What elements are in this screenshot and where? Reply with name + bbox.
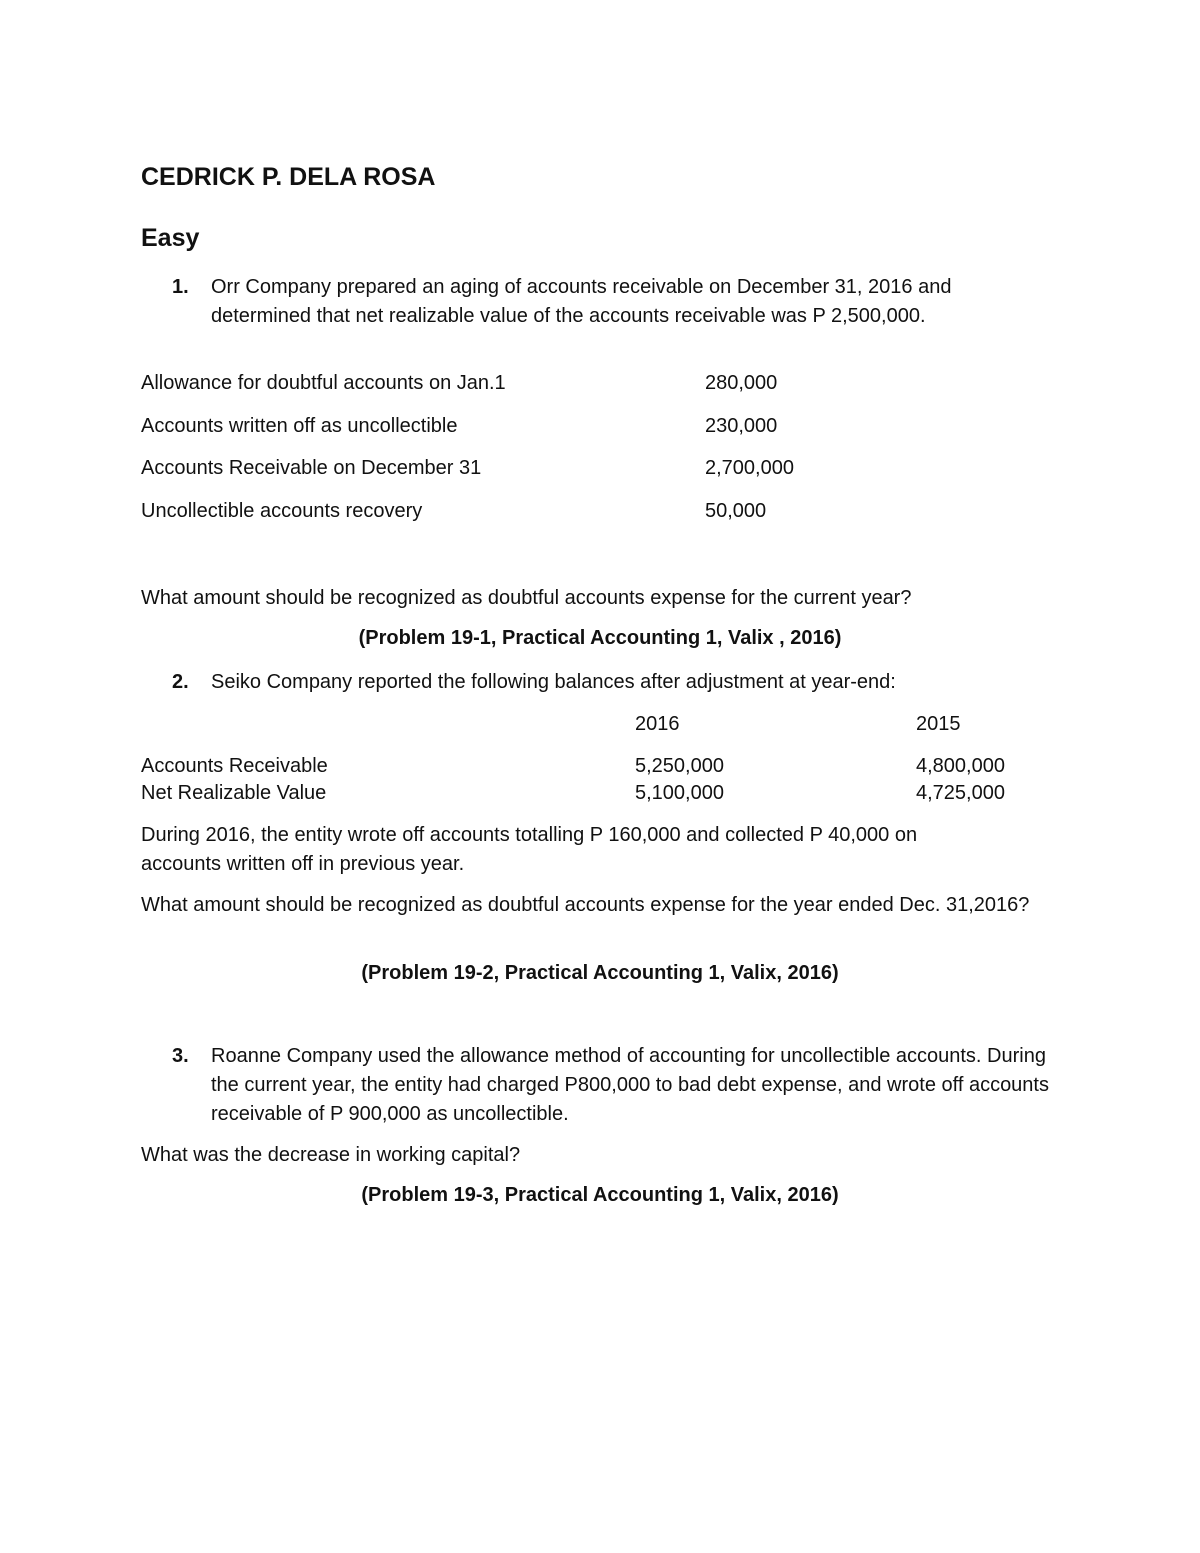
problem-3-number: 3. — [172, 1045, 189, 1067]
problem-1-number: 1. — [172, 276, 189, 298]
problem-2-row-2016: 5,100,000 — [635, 782, 724, 804]
problem-2-source: (Problem 19-2, Practical Accounting 1, Valix, 2016) — [361, 962, 839, 984]
section-heading: Easy — [141, 224, 200, 252]
problem-2-row-label: Accounts Receivable — [141, 755, 328, 777]
problem-1-row-label: Uncollectible accounts recovery — [141, 500, 423, 522]
problem-1-row-value: 230,000 — [705, 415, 778, 437]
problem-3-source: (Problem 19-3, Practical Accounting 1, Valix, 2016) — [361, 1184, 839, 1206]
problem-1-row-value: 50,000 — [705, 500, 767, 522]
problem-2-text: Seiko Company reported the following balances after adjustment at year-end: — [211, 671, 896, 693]
problem-1-row-label: Accounts written off as uncollectible — [141, 415, 458, 437]
problem-1-row-value: 280,000 — [705, 372, 778, 394]
problem-3-question: What was the decrease in working capital? — [141, 1144, 521, 1166]
problem-2-note: During 2016, the entity wrote off accounts totalling P 160,000 and collected P 40,000 on accounts written off in previous year. — [141, 824, 918, 875]
problem-1-text: Orr Company prepared an aging of accounts receivable on December 31, 2016 and determined that net realizable value of the accounts receivable was P 2,500,000. — [211, 276, 952, 327]
problem-2-question: What amount should be recognized as doubtful accounts expense for the year ended Dec. 31,2016? — [141, 894, 1030, 916]
problem-2-row-label: Net Realizable Value — [141, 782, 327, 804]
problem-2-number: 2. — [172, 671, 189, 693]
problem-2-row-2015: 4,725,000 — [916, 782, 1005, 804]
problem-1-row-label: Accounts Receivable on December 31 — [141, 457, 482, 479]
problem-1-question: What amount should be recognized as doubtful accounts expense for the current year? — [141, 587, 912, 609]
problem-1-row-value: 2,700,000 — [705, 457, 794, 479]
problem-2-header-2015: 2015 — [916, 713, 961, 735]
problem-3-text: Roanne Company used the allowance method of accounting for uncollectible accounts. During the current year, the entity had charged P800,000 to bad debt expense, and wrote off accounts receivable of P 900,000 as uncollectible. — [211, 1045, 1049, 1125]
author-name: CEDRICK P. DELA ROSA — [141, 163, 436, 191]
problem-2-row-2016: 5,250,000 — [635, 755, 724, 777]
problem-2-header-2016: 2016 — [635, 713, 680, 735]
problem-2-row-2015: 4,800,000 — [916, 755, 1005, 777]
problem-1-source: (Problem 19-1, Practical Accounting 1, Valix , 2016) — [358, 627, 842, 649]
problem-1-row-label: Allowance for doubtful accounts on Jan.1 — [141, 372, 506, 394]
